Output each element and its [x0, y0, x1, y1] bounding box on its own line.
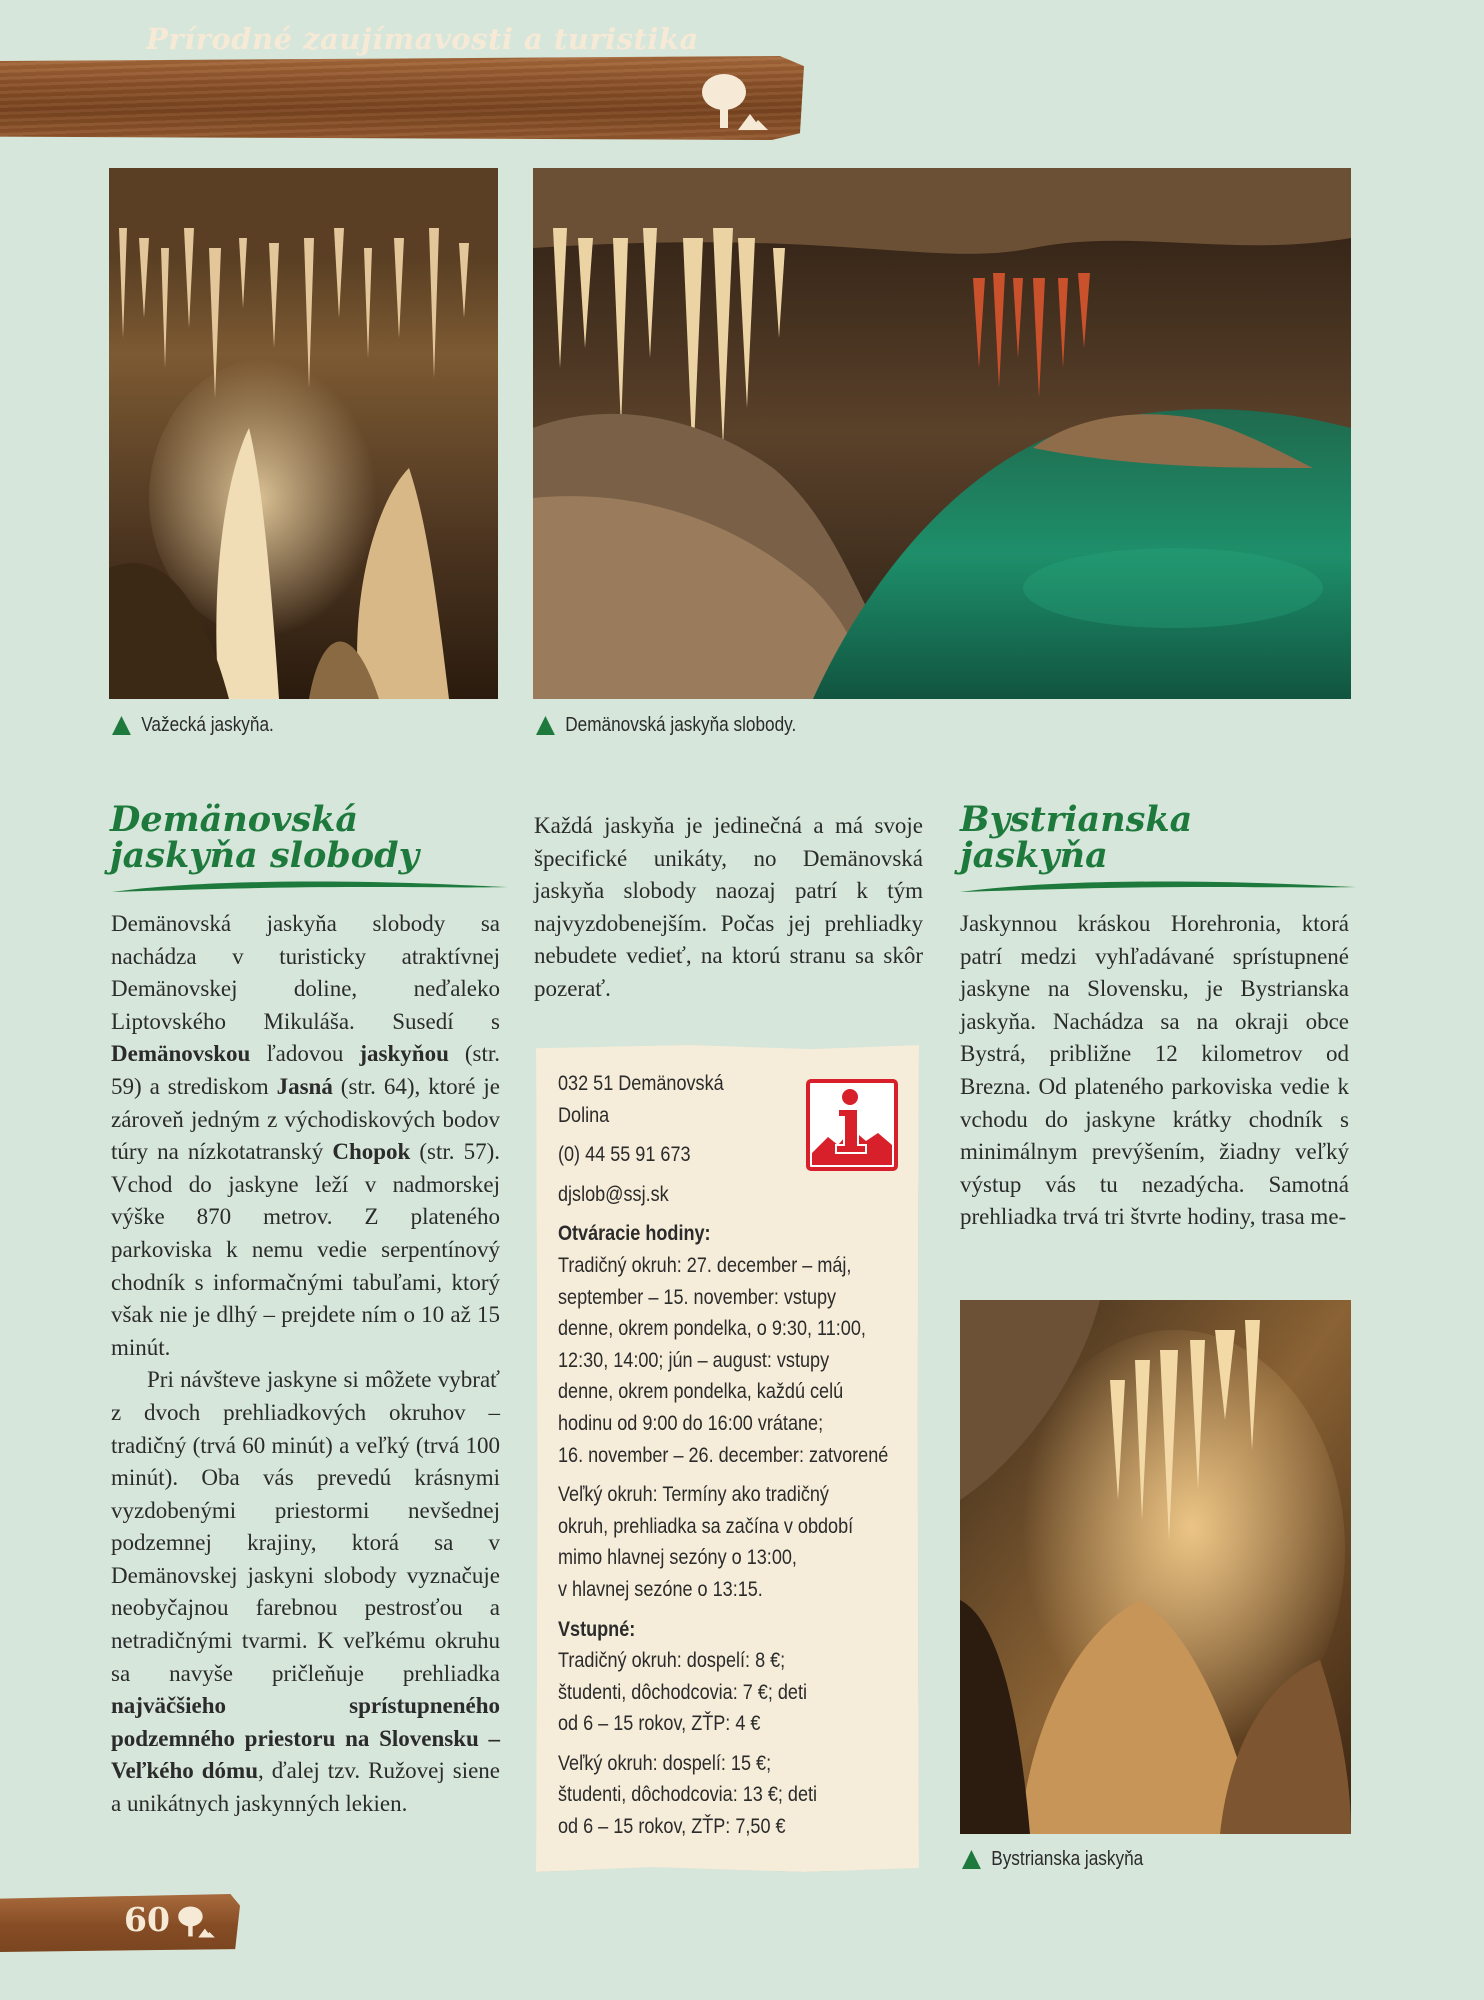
section-title: Prírodné zaujímavosti a turistika: [146, 22, 699, 56]
tree-hill-icon: [698, 70, 770, 134]
triangle-bullet-icon: [962, 1850, 981, 1869]
photo-vazecka-cave: [109, 168, 498, 699]
caption-vazecka: Važecká jaskyňa.: [112, 714, 274, 737]
info-phone: (0) 44 55 91 673: [558, 1143, 691, 1167]
triangle-bullet-icon: [112, 716, 131, 735]
heading-underline-swash: [958, 878, 1358, 896]
page-number: 60: [124, 1900, 170, 1939]
photo-bystrianska-cave: [960, 1300, 1351, 1834]
info-big-tour: Veľký okruh: Termíny ako tradičný okruh, prehliadka sa začína v období mimo hlavnej sezóny o 13:00, v hlavnej sezóne o 13:15.: [558, 1483, 854, 1601]
paragraph: Jaskynnou kráskou Horehronia, ktorá patrí medzi vyhľadávané sprístupnené jaskyne na Slovensku, je Bystrianska jaskyňa. Nachádza sa na okraji obce Bystrá, približne 12 kilometrov od Brezna. Od plateného parkoviska vedie k vchodu do jaskyne krátky chodník s minimálnym prevýšením, žiadny veľký výstup vás tu nezadýcha. Samotná prehliadka trvá tri štvrte hodiny, trasa me-: [960, 911, 1349, 1230]
paragraph: Každá jaskyňa je jedinečná a má svoje špecifické unikáty, no Demänovská jaskyňa slobody naozaj patrí k tým najvyzdobenejším. Počas jej prehliadky nebudete vedieť, na ktorú stranu sa skôr pozerať.: [534, 813, 923, 1001]
info-box-content: [558, 1068, 918, 1843]
paragraph: Pri návšteve jaskyne si môžete vybrať z dvoch prehliadkových okruhov – tradičný (trvá 60 minút) a veľký (trvá 100 minút). Oba vás prevedú krásnymi vyzdobenými priestormi nevšednej podzemnej krajiny, ktorá sa v Demänovskej jaskyni slobody vyznačuje neobyčajnou farebnou pestrosťou a netradičnými tvarmi. K veľkému okruhu sa navyše pričleňuje prehliadka najväčšieho sprístupneného podzemného priestoru na Slovensku – Veľkého dómu, ďalej tzv. Ružovej siene a unikátnych jaskynných lekien.: [111, 1367, 501, 1817]
info-fees: Vstupné: Tradičný okruh: dospelí: 8 €; študenti, dôchodcovia: 7 €; deti od 6 – 15 rokov, ZŤP: 4 € Veľký okruh: dospelí: 15 €; študenti, dôchodcovia: 13 €; deti od 6 – 15 rokov, ZŤP: 7,50 €: [558, 1617, 818, 1839]
article1-column1: [111, 908, 500, 1821]
info-hours: Otváracie hodiny: Tradičný okruh: 27. december – máj, september – 15. november: vstupy denne, okrem pondelka, o 9:30, 11:00, 12:30, 14:00; jún – august: vstupy denne, okrem pondelka, každú celú hodinu od 9:00 do 16:00 vrátane; 16. november – 26. december: zatvorené: [558, 1222, 889, 1467]
triangle-bullet-icon: [536, 716, 555, 735]
tree-hill-icon: [176, 1904, 216, 1940]
photo-demanovska-cave: [533, 168, 1351, 699]
article-title-bystrianska: Bystrianska jaskyňa: [960, 799, 1193, 876]
section-banner: [0, 56, 804, 140]
article-title-demanovska: Demänovská jaskyňa slobody: [110, 799, 419, 876]
info-address: 032 51 Demänovská Dolina: [558, 1072, 724, 1127]
article1-column2: [534, 810, 923, 1006]
caption-bystrianska: Bystrianska jaskyňa: [962, 1848, 1143, 1871]
paragraph: Demänovská jaskyňa slobody sa nachádza v turisticky atraktívnej Demänovskej doline, neďaleko Liptovského Mikuláša. Susedí s Demänovskou ľadovou jaskyňou (str. 59) a strediskom Jasná (str. 64), ktoré je zároveň jedným z východiskových bodov túry na nízkotatranský Chopok (str. 57). Vchod do jaskyne leží v nadmorskej výške 870 metrov. Z plateného parkoviska k nemu vedie serpentínový chodník s informačnými tabuľami, ktorý však nie je dlhý – prejdete ním o 10 až 15 minút.: [111, 911, 500, 1360]
article2-column3: [960, 908, 1349, 1234]
caption-demanovska: Demänovská jaskyňa slobody.: [536, 714, 796, 737]
heading-underline-swash: [110, 878, 510, 896]
info-email: djslob@ssj.sk: [558, 1182, 669, 1206]
